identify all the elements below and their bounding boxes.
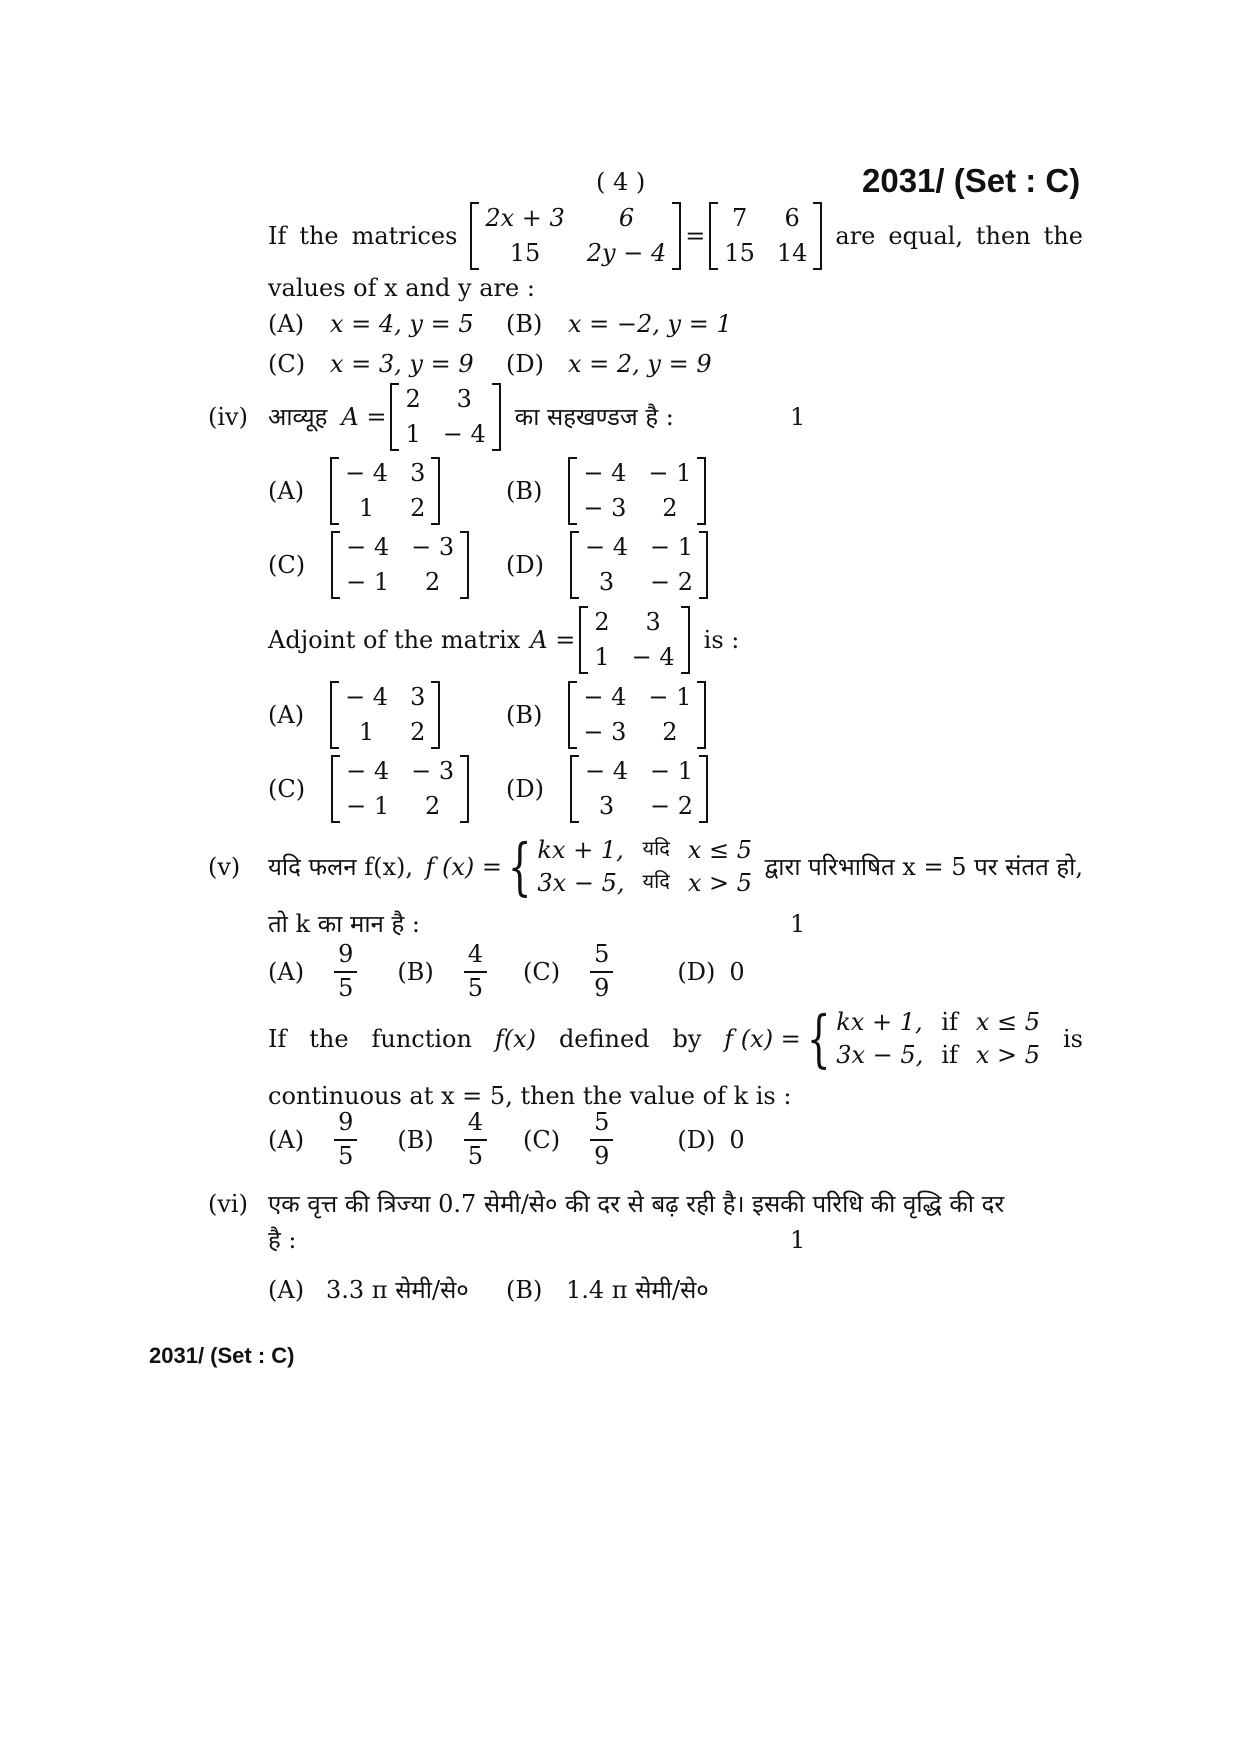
option-label: (A)	[268, 476, 305, 505]
option-matrix	[568, 457, 706, 525]
numerator: 4	[464, 1109, 487, 1141]
word: are	[835, 221, 876, 250]
option-label: (A)	[268, 957, 305, 986]
denominator: 9	[594, 1142, 610, 1170]
option-text: 0	[729, 957, 745, 986]
matrix-cell: − 4	[345, 683, 389, 712]
option-label: (A)	[268, 700, 305, 729]
matrix-cell: 1	[358, 494, 375, 522]
q5-hindi-stem	[268, 830, 1083, 903]
word: function	[371, 1024, 472, 1053]
option-label: (B)	[506, 476, 543, 505]
q4-english-stem	[268, 607, 739, 673]
word: defined	[558, 1024, 650, 1053]
matrix-cell: − 4	[346, 533, 390, 562]
option-label: (D)	[677, 957, 716, 986]
function-name: f (x) =	[425, 852, 502, 881]
option-label: (C)	[268, 550, 306, 579]
fraction	[464, 941, 487, 1002]
option-text: x = 3, y = 9	[330, 350, 474, 378]
fraction	[334, 1109, 357, 1170]
case-cond: यदि	[642, 869, 670, 893]
numerator: 5	[590, 941, 613, 973]
matrix-cell: − 4	[631, 643, 675, 671]
numerator: 9	[334, 941, 357, 973]
marks: 1	[790, 403, 806, 431]
english-text: Adjoint of the matrix	[268, 625, 521, 654]
option-matrix	[570, 531, 708, 599]
matrix-cell: − 2	[649, 568, 693, 596]
q4-hindi-stem	[268, 384, 674, 450]
word: the	[1043, 221, 1083, 250]
numerator: 4	[464, 941, 487, 973]
denominator: 9	[594, 974, 610, 1002]
word: the	[299, 221, 339, 250]
option-label: (D)	[506, 550, 544, 579]
option-b	[506, 458, 706, 524]
matrix-cell: 1	[358, 718, 375, 746]
matrix-cell: 2	[662, 718, 678, 746]
matrix-2	[709, 202, 822, 270]
hindi-text: द्वारा परिभाषित x = 5 पर संतत हो,	[764, 852, 1083, 881]
matrix-cell: − 1	[648, 683, 692, 712]
option-matrix	[330, 681, 440, 749]
marks: 1	[790, 910, 806, 938]
option-label: (A)	[268, 1125, 305, 1154]
fraction	[464, 1109, 487, 1170]
matrix-cell: 7	[731, 204, 748, 233]
matrix-name: A =	[530, 625, 576, 654]
matrix-cell: − 1	[346, 568, 390, 596]
option-label: (D)	[677, 1125, 716, 1154]
option-text: x = −2, y = 1	[568, 310, 732, 338]
brace-icon: {	[507, 830, 532, 903]
question-number: (vi)	[208, 1190, 248, 1218]
option-b-en	[506, 682, 706, 748]
case-range: x ≤ 5	[687, 836, 753, 865]
word: f(x)	[494, 1024, 537, 1053]
matrix-1	[470, 202, 681, 270]
option-a-en	[268, 682, 440, 748]
option-d-en	[506, 756, 708, 822]
matrix-cell: − 4	[583, 459, 627, 488]
case-expr: kx + 1,	[537, 836, 624, 865]
matrix-cell: 15	[724, 239, 755, 267]
option-label: (A)	[268, 1276, 305, 1304]
case-cond: if	[941, 1008, 958, 1037]
matrix-cell: 2	[410, 718, 426, 746]
brace-icon: {	[806, 1002, 831, 1075]
word: is	[1062, 1024, 1083, 1053]
matrix-cell: − 3	[583, 718, 627, 746]
matrix-equation	[470, 202, 822, 270]
matrix-cell: 3	[645, 608, 661, 637]
matrix-cell: 6	[784, 204, 800, 233]
word: If	[268, 1024, 287, 1053]
option-label: (C)	[523, 1125, 561, 1154]
option-matrix	[330, 457, 440, 525]
q5-hindi-line2: तो k का मान है :	[268, 910, 420, 938]
matrix-cell: 2	[662, 494, 678, 522]
case-expr: 3x − 5,	[537, 869, 625, 897]
denominator: 5	[338, 974, 354, 1002]
matrix-cell: − 1	[649, 757, 693, 786]
option-matrix	[331, 531, 469, 599]
case-expr: kx + 1,	[836, 1008, 923, 1037]
matrix-cell: − 4	[345, 459, 389, 488]
option-label: (D)	[506, 350, 544, 378]
function-name: f (x) =	[724, 1024, 801, 1053]
q3-english-line2: values of x and y are :	[268, 274, 535, 302]
page-number: ( 4 )	[596, 168, 646, 196]
matrix-cell: 14	[776, 239, 808, 267]
matrix-cell: − 1	[649, 533, 693, 562]
option-label: (B)	[506, 1276, 543, 1304]
matrix-cell: 2	[410, 494, 426, 522]
matrix-cell: − 4	[584, 533, 628, 562]
option-text: 3.3 π सेमी/से०	[326, 1276, 469, 1304]
hindi-text: यदि फलन f(x),	[268, 852, 414, 881]
option-matrix	[570, 755, 708, 823]
equals-sign: =	[685, 221, 706, 250]
option-matrix	[568, 681, 706, 749]
matrix-cell: 3	[456, 385, 472, 414]
option-matrix	[331, 755, 469, 823]
matrix-cell: 3	[598, 568, 615, 596]
matrix-name: A =	[341, 402, 387, 431]
option-label: (C)	[523, 957, 561, 986]
numerator: 5	[590, 1109, 613, 1141]
word: matrices	[351, 221, 458, 250]
option-label: (B)	[506, 310, 543, 338]
question-number: (iv)	[208, 403, 248, 431]
denominator: 5	[467, 1142, 483, 1170]
matrix-cell: − 3	[411, 533, 455, 562]
english-text: is :	[703, 625, 740, 654]
case-cond: यदि	[642, 836, 670, 861]
piecewise-function	[724, 1002, 1041, 1075]
option-label: (B)	[397, 957, 434, 986]
option-text: 1.4 π सेमी/से०	[566, 1276, 709, 1304]
hindi-text: का सहखण्डज है :	[514, 402, 674, 431]
matrix-cell: 2y − 4	[586, 239, 667, 267]
option-text: 0	[729, 1125, 745, 1154]
option-a	[268, 458, 440, 524]
case-expr: 3x − 5,	[836, 1041, 924, 1069]
matrix-cell: 3	[410, 683, 426, 712]
matrix-cell: − 1	[648, 459, 692, 488]
matrix-cell: 1	[405, 420, 421, 448]
matrix-cell: − 4	[584, 757, 628, 786]
matrix-cell: 2	[424, 792, 441, 820]
q6-hindi-line2: है :	[268, 1226, 297, 1254]
matrix-a	[579, 606, 689, 674]
option-d	[506, 532, 708, 598]
matrix-cell: 15	[509, 239, 541, 267]
word: equal,	[888, 221, 963, 250]
denominator: 5	[467, 974, 483, 1002]
matrix-cell: 6	[618, 204, 635, 233]
matrix-a	[390, 383, 500, 451]
option-label: (B)	[506, 700, 543, 729]
piecewise-function	[425, 830, 753, 903]
matrix-cell: 2	[424, 568, 441, 596]
option-label: (A)	[268, 310, 305, 338]
question-number: (v)	[208, 853, 241, 881]
matrix-cell: 1	[594, 643, 610, 671]
matrix-cell: − 4	[346, 757, 390, 786]
set-code-header: 2031/ (Set : C)	[862, 162, 1081, 199]
word: then	[975, 221, 1031, 250]
q6-hindi-line1: एक वृत्त की त्रिज्या 0.7 सेमी/से० की दर से बढ़ रही है। इसकी परिधि की वृद्धि की दर	[268, 1190, 1005, 1218]
option-label: (C)	[268, 774, 306, 803]
option-c	[268, 532, 469, 598]
case-range: x ≤ 5	[975, 1008, 1041, 1037]
matrix-cell: 3	[598, 792, 615, 820]
q5-hindi-options	[268, 940, 745, 1004]
q5-english-options	[268, 1108, 745, 1172]
case-cond: if	[941, 1041, 958, 1069]
case-range: x > 5	[687, 869, 753, 897]
denominator: 5	[338, 1142, 354, 1170]
option-text: x = 2, y = 9	[568, 350, 712, 378]
option-label: (C)	[268, 350, 306, 378]
word: the	[309, 1024, 349, 1053]
q5-english-line2: continuous at x = 5, then the value of k is :	[268, 1082, 792, 1110]
q3-english-line1	[268, 196, 1083, 276]
matrix-cell: − 3	[411, 757, 455, 786]
matrix-cell: − 1	[346, 792, 390, 820]
fraction	[590, 941, 613, 1002]
matrix-cell: − 4	[442, 420, 486, 448]
matrix-cell: − 2	[649, 792, 693, 820]
word: by	[672, 1024, 702, 1053]
set-code-footer: 2031/ (Set : C)	[149, 1343, 295, 1368]
fraction	[334, 941, 357, 1002]
matrix-cell: − 4	[583, 683, 627, 712]
option-label: (D)	[506, 774, 544, 803]
matrix-cell: 2	[594, 608, 610, 637]
matrix-cell: 2	[405, 385, 421, 414]
option-text: x = 4, y = 5	[330, 310, 474, 338]
numerator: 9	[334, 1109, 357, 1141]
matrix-cell: − 3	[583, 494, 627, 522]
fraction	[590, 1109, 613, 1170]
matrix-cell: 2x + 3	[485, 204, 565, 233]
option-c-en	[268, 756, 469, 822]
matrix-cell: 3	[410, 459, 426, 488]
case-range: x > 5	[975, 1041, 1041, 1069]
q5-english-stem	[268, 1002, 1083, 1075]
option-label: (B)	[397, 1125, 434, 1154]
marks: 1	[790, 1226, 806, 1254]
word: If	[268, 221, 287, 250]
hindi-text: आव्यूह	[268, 402, 328, 431]
